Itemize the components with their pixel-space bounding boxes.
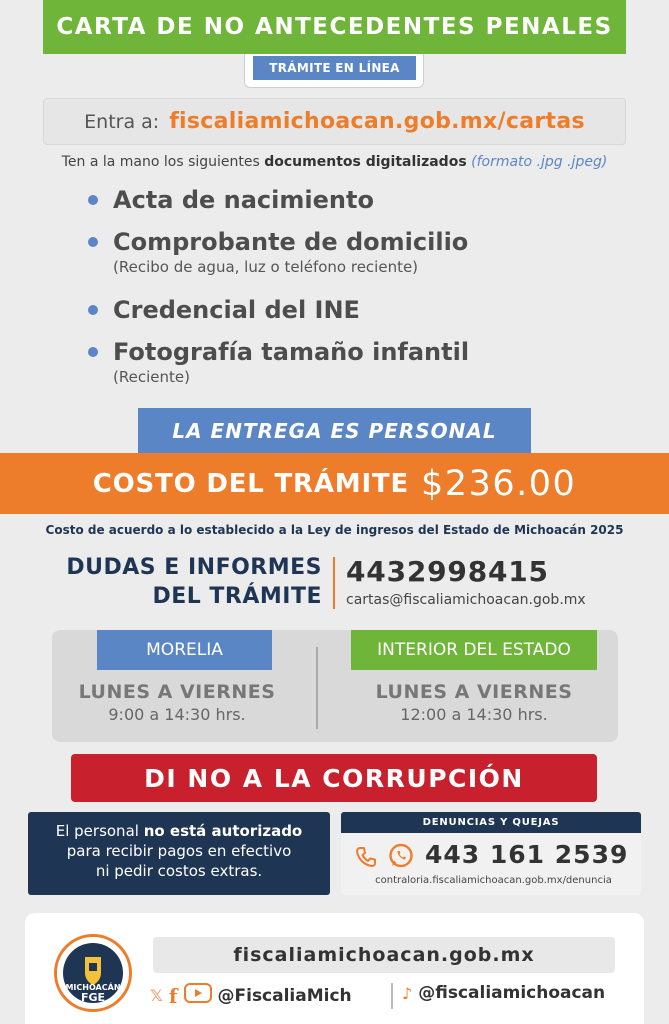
cost-legal-note: Costo de acuerdo a lo establecido a la Ley de ingresos del Estado de Michoacán 2025 bbox=[45, 523, 624, 537]
bullet-icon bbox=[88, 347, 98, 357]
intro-bold: documentos digitalizados bbox=[264, 154, 467, 170]
phone-icon bbox=[353, 844, 379, 874]
social-handle[interactable]: @FiscaliaMich bbox=[217, 985, 352, 1006]
inquiries-line-1: DUDAS E INFORMES bbox=[66, 555, 322, 580]
document-note: (Recibo de agua, luz o teléfono reciente) bbox=[113, 258, 419, 276]
online-procedure-badge: TRÁMITE EN LÍNEA bbox=[253, 56, 416, 80]
divider bbox=[316, 647, 318, 729]
document-label: Acta de nacimiento bbox=[113, 186, 374, 214]
youtube-icon[interactable] bbox=[184, 983, 212, 1008]
inquiries-title bbox=[40, 553, 322, 611]
seal-acronym: FGE bbox=[80, 991, 106, 1004]
cost-value: $236.00 bbox=[421, 463, 577, 504]
schedule-hours: 12:00 a 14:30 hrs. bbox=[400, 705, 548, 724]
bullet-icon bbox=[88, 195, 98, 205]
tiktok-icon[interactable]: ♪ bbox=[402, 983, 413, 1003]
social-handle[interactable]: @fiscaliamichoacan bbox=[418, 983, 606, 1003]
intro-format: (formato .jpg .jpeg) bbox=[471, 154, 608, 170]
inquiries-phone[interactable]: 4432998415 bbox=[346, 555, 549, 588]
cost-banner bbox=[0, 453, 669, 514]
document-label: Credencial del INE bbox=[113, 296, 360, 324]
cartas-link[interactable]: fiscaliamichoacan.gob.mx/cartas bbox=[169, 109, 585, 134]
anti-corruption-banner: DI NO A LA CORRUPCIÓN bbox=[71, 754, 597, 802]
document-label: Fotografía tamaño infantil bbox=[113, 338, 470, 366]
document-label: Comprobante de domicilio bbox=[113, 228, 469, 256]
complaints-heading: DENUNCIAS Y QUEJAS bbox=[341, 812, 641, 833]
bullet-icon bbox=[88, 237, 98, 247]
social-row-2 bbox=[402, 983, 605, 1003]
list-item bbox=[88, 338, 469, 386]
schedule-days: LUNES A VIERNES bbox=[375, 681, 573, 703]
intro-text: Ten a la mano los siguientes bbox=[61, 154, 265, 170]
cost-label: COSTO DEL TRÁMITE bbox=[92, 468, 410, 499]
schedule-interior bbox=[344, 681, 604, 724]
city-tab-interior: INTERIOR DEL ESTADO bbox=[351, 630, 597, 670]
staff-notice bbox=[28, 812, 330, 895]
schedule-days: LUNES A VIERNES bbox=[78, 681, 276, 703]
documents-intro bbox=[0, 154, 669, 170]
notice-line-2: para recibir pagos en efectivo bbox=[66, 842, 292, 860]
city-tab-morelia: MORELIA bbox=[97, 630, 272, 670]
notice-line-3: ni pedir costos extras. bbox=[95, 862, 263, 880]
notice-bold: no está autorizado bbox=[143, 822, 303, 840]
website-box bbox=[43, 98, 626, 145]
schedule-hours: 9:00 a 14:30 hrs. bbox=[108, 705, 246, 724]
seal-text: MICHOACÁN bbox=[65, 983, 121, 992]
footer-website-link[interactable]: fiscaliamichoacan.gob.mx bbox=[153, 937, 615, 973]
inquiries-line-2: DEL TRÁMITE bbox=[152, 584, 322, 609]
fge-seal-logo bbox=[54, 934, 132, 1012]
inquiries-email[interactable]: cartas@fiscaliamichoacan.gob.mx bbox=[346, 592, 586, 608]
divider bbox=[333, 557, 335, 609]
bullet-icon bbox=[88, 305, 98, 315]
personal-delivery-banner: LA ENTREGA ES PERSONAL bbox=[138, 408, 531, 453]
list-item bbox=[88, 228, 468, 276]
document-note: (Reciente) bbox=[113, 368, 190, 386]
facebook-icon[interactable]: f bbox=[168, 983, 178, 1008]
social-row-1 bbox=[150, 983, 352, 1008]
list-item bbox=[88, 186, 374, 214]
whatsapp-icon bbox=[387, 842, 415, 874]
notice-text: El personal bbox=[55, 822, 144, 840]
divider bbox=[391, 983, 393, 1009]
list-item bbox=[88, 296, 360, 324]
page-title: CARTA DE NO ANTECEDENTES PENALES bbox=[43, 0, 626, 54]
schedule-morelia bbox=[62, 681, 292, 724]
complaints-phone[interactable]: 443 161 2539 bbox=[425, 840, 629, 869]
complaints-link[interactable]: contraloria.fiscaliamichoacan.gob.mx/denuncia bbox=[375, 875, 612, 886]
x-icon[interactable]: 𝕏 bbox=[150, 986, 163, 1005]
url-prefix: Entra a: bbox=[84, 110, 160, 133]
